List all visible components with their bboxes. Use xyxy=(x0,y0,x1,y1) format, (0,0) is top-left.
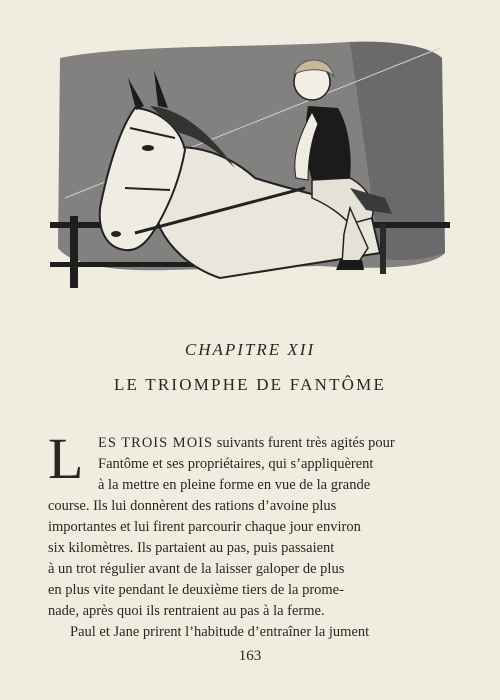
chapter-title: LE TRIOMPHE DE FANTÔME xyxy=(113,375,387,394)
opening-words: ES TROIS MOIS xyxy=(98,435,214,451)
text-line xyxy=(48,517,444,538)
line-text: Paul et Jane prirent l’habitude d’entraîner la jument xyxy=(70,624,370,640)
page-number: 163 xyxy=(238,648,262,664)
line-text: en plus vite pendant le deuxième tiers de la prome- xyxy=(48,582,344,598)
line-text: importantes et lui firent parcourir chaque jour environ xyxy=(48,519,361,535)
text-line xyxy=(48,475,444,496)
drop-cap: L xyxy=(48,426,84,491)
text-line xyxy=(48,433,444,454)
body-text xyxy=(48,426,444,643)
line-text: suivants furent très agités pour xyxy=(213,435,395,451)
text-line xyxy=(48,496,444,517)
text-line xyxy=(48,454,444,475)
text-line xyxy=(48,622,444,643)
chapter-number: CHAPITRE XII xyxy=(184,340,316,359)
text-line xyxy=(48,538,444,559)
line-text: à la mettre en pleine forme en vue de la grande xyxy=(98,477,371,493)
horse-and-rider-illustration xyxy=(50,38,450,293)
text-line xyxy=(48,580,444,601)
text-line xyxy=(48,559,444,580)
line-text: nade, après quoi ils rentraient au pas à la ferme. xyxy=(48,603,325,619)
line-text: course. Ils lui donnèrent des rations d’avoine plus xyxy=(48,498,337,514)
text-line xyxy=(48,601,444,622)
line-text: six kilomètres. Ils partaient au pas, puis passaient xyxy=(48,540,335,556)
line-text: à un trot régulier avant de la laisser galoper de plus xyxy=(48,561,345,577)
line-text: Fantôme et ses propriétaires, qui s’appliquèrent xyxy=(98,456,374,472)
